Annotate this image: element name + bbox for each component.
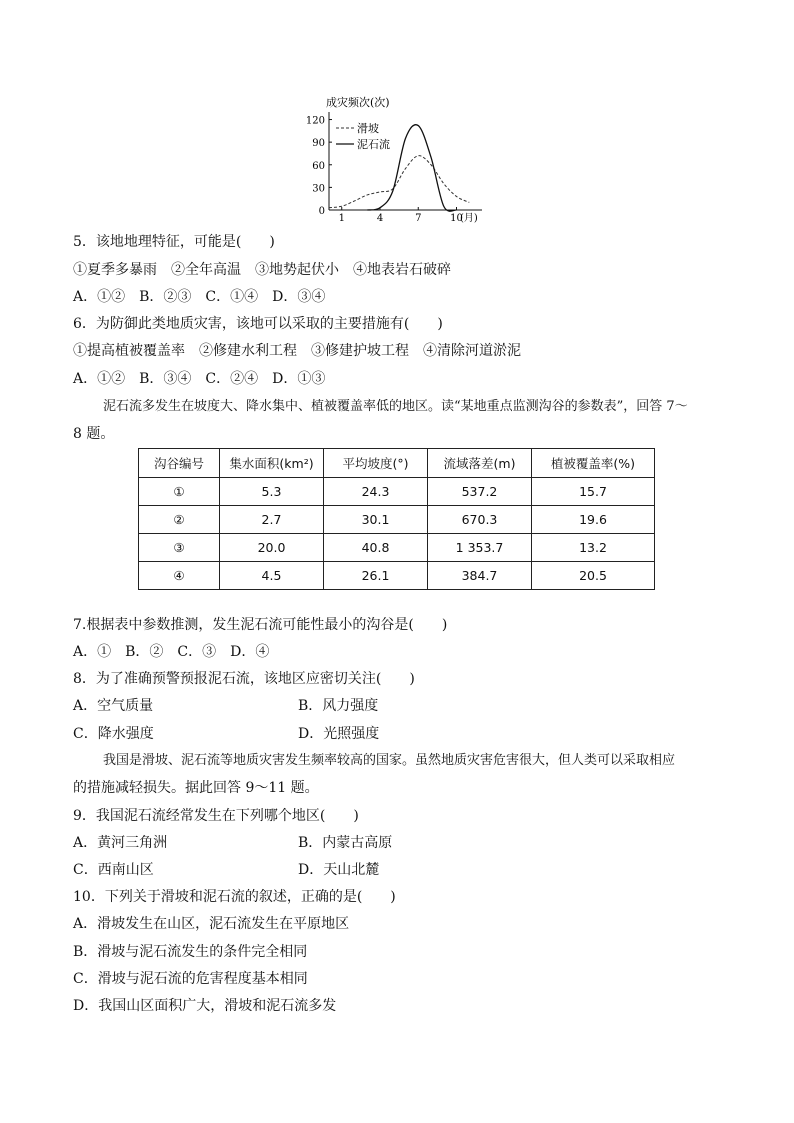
x-tick-label: 1 xyxy=(338,213,345,224)
table-row xyxy=(139,562,655,590)
table-cell: 30.1 xyxy=(324,506,428,534)
table-cell: 20.0 xyxy=(220,534,324,562)
table-cell: 384.7 xyxy=(428,562,532,590)
table-header: 集水面积(km²) xyxy=(220,449,324,478)
x-tick-label: 4 xyxy=(376,213,384,224)
table-cell: ④ xyxy=(139,562,220,590)
intro-9-11-line1: 我国是滑坡、泥石流等地质灾害发生频率较高的国家。虽然地质灾害危害很大，但人类可以采取相应 xyxy=(103,753,676,768)
x-axis-unit: (月) xyxy=(460,213,478,224)
table-cell: 40.8 xyxy=(324,534,428,562)
q10-option-d: D．我国山区面积广大，滑坡和泥石流多发 xyxy=(73,998,337,1014)
gully-parameter-table xyxy=(138,448,655,590)
q10-option-c: C．滑坡与泥石流的危害程度基本相同 xyxy=(73,971,308,987)
legend-label-debris-flow: 泥石流 xyxy=(357,138,390,151)
q8-option-c: C．降水强度 xyxy=(73,726,154,742)
table-header: 植被覆盖率(%) xyxy=(532,449,655,478)
y-tick-label: 90 xyxy=(312,138,325,150)
q8-option-b: B．风力强度 xyxy=(298,698,379,714)
table-cell: ② xyxy=(139,506,220,534)
table-cell: 19.6 xyxy=(532,506,655,534)
q5-choices: A．①② B．②③ C．①④ D．③④ xyxy=(73,289,326,305)
q5-options: ①夏季多暴雨 ②全年高温 ③地势起伏小 ④地表岩石破碎 xyxy=(73,262,451,278)
q6-stem: 6．为防御此类地质灾害，该地可以采取的主要措施有( ) xyxy=(73,316,443,332)
q9-option-a: A．黄河三角洲 xyxy=(73,835,168,851)
q8-option-a: A．空气质量 xyxy=(73,698,154,714)
table-cell: 5.3 xyxy=(220,478,324,506)
q6-choices: A．①② B．③④ C．②④ D．①③ xyxy=(73,371,326,387)
table-cell: 24.3 xyxy=(324,478,428,506)
disaster-frequency-chart xyxy=(292,90,492,226)
table-header: 沟谷编号 xyxy=(139,449,220,478)
q7-choices: A．① B．② C．③ D．④ xyxy=(73,644,270,660)
table-cell: 26.1 xyxy=(324,562,428,590)
intro-7-8-line2: 8 题。 xyxy=(73,426,115,442)
table-row xyxy=(139,478,655,506)
chart-svg xyxy=(292,90,492,226)
table-cell: 1 353.7 xyxy=(428,534,532,562)
table-header-row xyxy=(139,449,655,478)
q10-option-a: A．滑坡发生在山区，泥石流发生在平原地区 xyxy=(73,916,350,932)
y-tick-label: 0 xyxy=(318,206,325,217)
chart-legend xyxy=(336,121,390,151)
table-header: 流域落差(m) xyxy=(428,449,532,478)
q10-option-b: B．滑坡与泥石流发生的条件完全相同 xyxy=(73,944,308,960)
legend-label-landslide: 滑坡 xyxy=(357,122,379,135)
table-header: 平均坡度(°) xyxy=(324,449,428,478)
table-cell: 13.2 xyxy=(532,534,655,562)
q8-stem: 8．为了准确预警预报泥石流，该地区应密切关注( ) xyxy=(73,671,415,687)
y-tick-label: 30 xyxy=(312,183,325,195)
table-cell: 537.2 xyxy=(428,478,532,506)
table-cell: 4.5 xyxy=(220,562,324,590)
y-axis-label: 成灾频次(次) xyxy=(326,96,390,109)
table-cell: 20.5 xyxy=(532,562,655,590)
q10-stem: 10．下列关于滑坡和泥石流的叙述，正确的是( ) xyxy=(73,889,396,905)
table-cell: ① xyxy=(139,478,220,506)
q6-options: ①提高植被覆盖率 ②修建水利工程 ③修建护坡工程 ④清除河道淤泥 xyxy=(73,343,521,359)
y-tick-label: 120 xyxy=(305,115,325,127)
table-cell: 670.3 xyxy=(428,506,532,534)
table-row xyxy=(139,506,655,534)
q8-option-d: D．光照强度 xyxy=(298,726,380,742)
table-cell: 2.7 xyxy=(220,506,324,534)
q9-option-b: B．内蒙古高原 xyxy=(298,835,393,851)
q5-stem: 5．该地地理特征，可能是( ) xyxy=(73,234,275,250)
intro-9-11-line2: 的措施减轻损失。据此回答 9～11 题。 xyxy=(73,780,319,796)
q9-option-c: C．西南山区 xyxy=(73,862,154,878)
q9-option-d: D．天山北麓 xyxy=(298,862,380,878)
table-cell: 15.7 xyxy=(532,478,655,506)
x-tick-label: 10 xyxy=(450,213,463,224)
x-tick-label: 7 xyxy=(415,213,422,224)
q7-stem: 7.根据表中参数推测，发生泥石流可能性最小的沟谷是( ) xyxy=(73,617,448,633)
intro-7-8-line1: 泥石流多发生在坡度大、降水集中、植被覆盖率低的地区。读“某地重点监测沟谷的参数表”，回答 7～ xyxy=(103,399,688,414)
q9-stem: 9．我国泥石流经常发生在下列哪个地区( ) xyxy=(73,808,359,824)
y-tick-label: 60 xyxy=(312,160,325,172)
table-row xyxy=(139,534,655,562)
table-cell: ③ xyxy=(139,534,220,562)
